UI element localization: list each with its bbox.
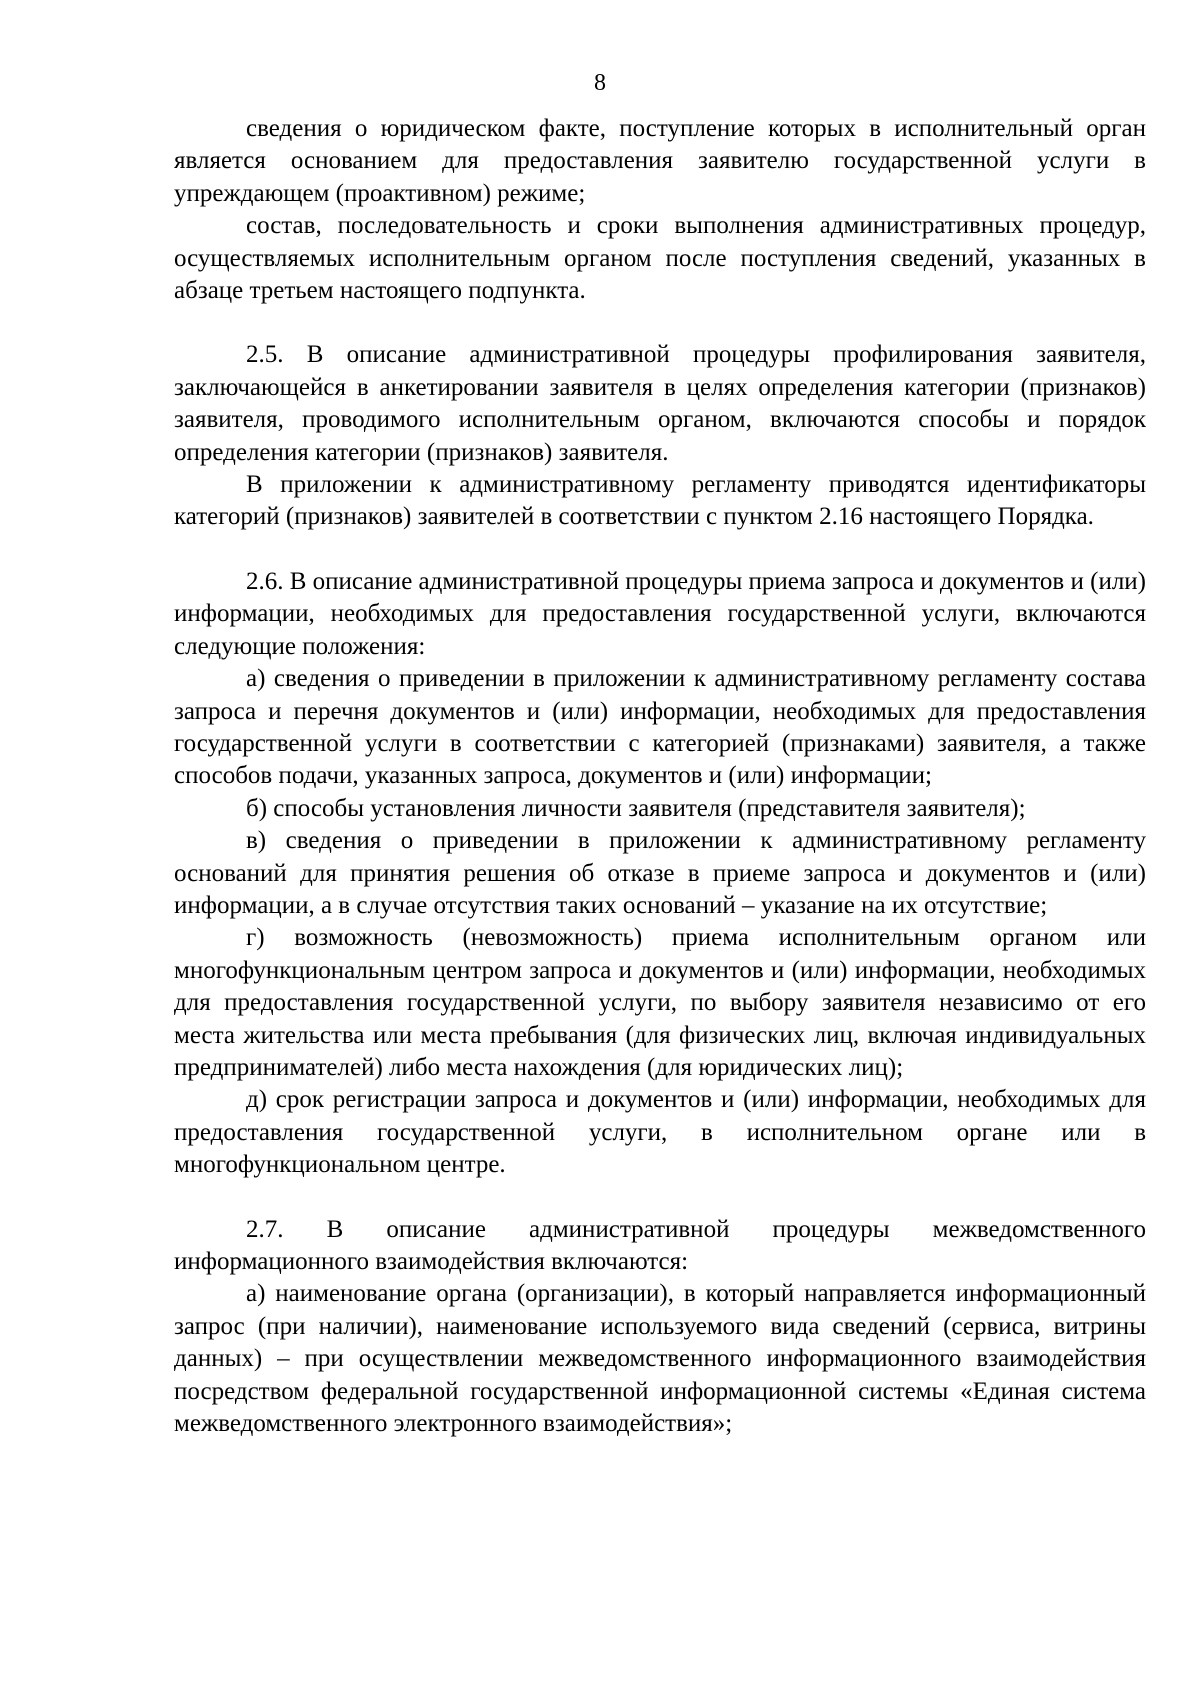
section-gap [174, 307, 1146, 339]
page-number: 8 [594, 70, 606, 96]
paragraph-2-5: 2.5. В описание административной процедуры профилирования заявителя, заключающейся в анкетировании заявителя в целях определения категории (признаков) заявителя, проводимого исполнительным органом, включаются способы и порядок определения категории (признаков) заявителя. [174, 341, 1146, 466]
paragraph-2-6-c: в) сведения о приведении в приложении к административному регламенту оснований для принятия решения об отказе в приеме запроса и документов и (или) информации, а в случае отсутствия таких оснований – указание на их отсутствие; [174, 827, 1146, 919]
paragraph-2-6: 2.6. В описание административной процедуры приема запроса и документов и (или) информации, необходимых для предоставления государственной услуги, включаются следующие положения: [174, 567, 1146, 660]
section-gap [174, 534, 1146, 566]
paragraph-2-6-d: г) возможность (невозможность) приема исполнительным органом или многофункциональным центром запроса и документов и (или) информации, необходимых для предоставления государственной услуги, по выбору заявителя независимо от его места жительства или места пребывания (для физических лиц, включая индивидуальных предпринимателей) либо места нахождения (для юридических лиц); [174, 924, 1146, 1081]
paragraph-procedure-composition: состав, последовательность и сроки выполнения административных процедур, осуществляемых исполнительным органом после поступления сведений, указанных в абзаце третьем настоящего подпункта. [174, 212, 1146, 305]
paragraph-2-6-b: б) способы установления личности заявителя (представителя заявителя); [246, 794, 1026, 822]
paragraph-2-6-e: д) срок регистрации запроса и документов и (или) информации, необходимых для предоставления государственной услуги, в исполнительном органе или в многофункциональном центре. [174, 1086, 1146, 1179]
paragraph-2-5-appendix: В приложении к административному регламенту приводятся идентификаторы категорий (признаков) заявителей в соответствии с пунктом 2.16 настоящего Порядка. [174, 471, 1146, 531]
paragraph-2-6-a: а) сведения о приведении в приложении к административному регламенту состава запроса и перечня документов и (или) информации, необходимых для предоставления государственной услуги в соответствии с категорией (признаками) заявителя, а также способов подачи, указанных запроса, документов и (или) информации; [174, 665, 1146, 790]
section-gap [174, 1182, 1146, 1214]
paragraph-legal-fact: сведения о юридическом факте, поступление которых в исполнительный орган является основанием для предоставления заявителю государственной услуги в упреждающем (проактивном) режиме; [174, 115, 1146, 207]
document-body [174, 113, 1146, 1440]
paragraph-2-7: 2.7. В описание административной процедуры межведомственного информационного взаимодействия включаются: [174, 1215, 1146, 1275]
paragraph-2-7-a: а) наименование органа (организации), в который направляется информационный запрос (при наличии), наименование используемого вида сведений (сервиса, витрины данных) – при осуществлении межведомственного информационного взаимодействия посредством федеральной государственной информационной системы «Единая система межведомственного электронного взаимодействия»; [174, 1280, 1146, 1438]
